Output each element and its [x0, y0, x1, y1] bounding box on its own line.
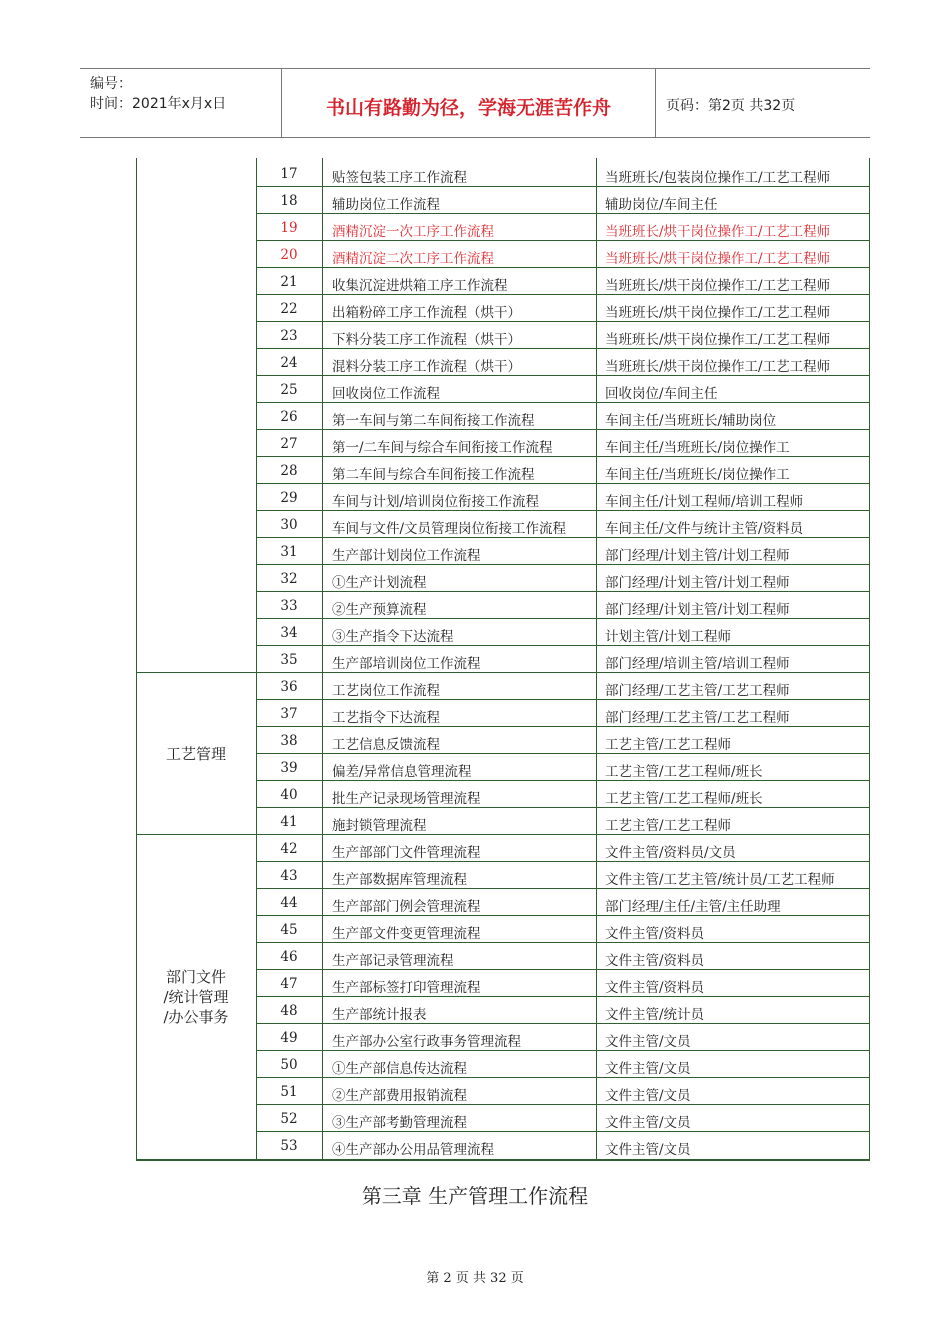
responsible-roles: 当班班长/烘干岗位操作工/工艺工程师 [605, 332, 831, 348]
workflow-name: 生产部数据库管理流程 [332, 872, 467, 888]
responsible-roles: 回收岗位/车间主任 [605, 386, 718, 402]
row-number: 22 [280, 301, 298, 317]
responsible-roles: 文件主管/资料员 [605, 953, 705, 969]
workflow-name: ②生产预算流程 [332, 602, 427, 618]
workflow-name: 生产部统计报表 [332, 1007, 427, 1023]
responsible-roles: 部门经理/计划主管/计划工程师 [605, 575, 790, 591]
workflow-name: 生产部办公室行政事务管理流程 [332, 1034, 521, 1050]
row-number: 42 [280, 841, 298, 857]
row-number: 53 [280, 1138, 298, 1154]
page-header [80, 68, 870, 138]
responsible-roles: 车间主任/计划工程师/培训工程师 [605, 494, 804, 510]
row-number: 40 [280, 787, 298, 803]
row-number: 38 [280, 733, 298, 749]
motto: 书山有路勤为径，学海无涯苦作舟 [325, 97, 611, 119]
workflow-name: 偏差/异常信息管理流程 [332, 764, 472, 780]
workflow-name: ③生产部考勤管理流程 [332, 1115, 467, 1131]
workflow-name: 批生产记录现场管理流程 [332, 791, 481, 807]
row-number: 33 [280, 598, 298, 614]
responsible-roles: 当班班长/烘干岗位操作工/工艺工程师 [605, 305, 831, 321]
row-number: 44 [280, 895, 298, 911]
row-number: 20 [280, 247, 298, 263]
workflow-name: 辅助岗位工作流程 [332, 197, 440, 213]
workflow-name: ④生产部办公用品管理流程 [332, 1142, 494, 1158]
row-number: 31 [280, 544, 298, 560]
category-cell [136, 673, 256, 835]
row-number: 39 [280, 760, 298, 776]
workflow-name: 第一/二车间与综合车间衔接工作流程 [332, 440, 553, 456]
category-cell [136, 160, 256, 673]
workflow-name: 施封锁管理流程 [332, 818, 427, 834]
responsible-roles: 工艺主管/工艺工程师 [605, 818, 732, 834]
responsible-roles: 车间主任/当班班长/岗位操作工 [605, 467, 790, 483]
row-number: 46 [280, 949, 298, 965]
responsible-roles: 当班班长/烘干岗位操作工/工艺工程师 [605, 251, 831, 267]
workflow-name: 生产部部门例会管理流程 [332, 899, 481, 915]
responsible-roles: 部门经理/主任/主管/主任助理 [605, 899, 781, 915]
responsible-roles: 文件主管/文员 [605, 1142, 691, 1158]
row-number: 47 [280, 976, 298, 992]
responsible-roles: 车间主任/当班班长/岗位操作工 [605, 440, 790, 456]
workflow-name: 混料分装工序工作流程（烘干） [332, 359, 521, 375]
workflow-name: 出箱粉碎工序工作流程（烘干） [332, 305, 521, 321]
workflow-name: 第二车间与综合车间衔接工作流程 [332, 467, 535, 483]
chapter-title: 第三章 生产管理工作流程 [361, 1184, 589, 1208]
row-number: 43 [280, 868, 298, 884]
row-number: 41 [280, 814, 298, 830]
page-info: 页码：第2页 共32页 [666, 98, 796, 114]
row-number: 32 [280, 571, 298, 587]
header-motto-cell [282, 69, 656, 137]
row-number: 45 [280, 922, 298, 938]
workflow-name: 工艺岗位工作流程 [332, 683, 440, 699]
responsible-roles: 文件主管/文员 [605, 1088, 691, 1104]
workflow-name: 生产部文件变更管理流程 [332, 926, 481, 942]
workflow-name: ①生产部信息传达流程 [332, 1061, 467, 1077]
workflow-name: 生产部记录管理流程 [332, 953, 454, 969]
responsible-roles: 文件主管/统计员 [605, 1007, 705, 1023]
time-label: 时间：2021年x月x日 [90, 96, 227, 112]
row-number: 24 [280, 355, 298, 371]
row-number: 18 [280, 193, 298, 209]
responsible-roles: 辅助岗位/车间主任 [605, 197, 718, 213]
category-label: 部门文件 /统计管理 /办公事务 [163, 968, 229, 1026]
row-number: 25 [280, 382, 298, 398]
row-number: 21 [280, 274, 298, 290]
row-number: 36 [280, 679, 298, 695]
responsible-roles: 当班班长/烘干岗位操作工/工艺工程师 [605, 278, 831, 294]
workflow-name: ①生产计划流程 [332, 575, 427, 591]
workflow-name: 酒精沉淀二次工序工作流程 [332, 251, 494, 267]
workflow-name: 车间与计划/培训岗位衔接工作流程 [332, 494, 540, 510]
row-number: 52 [280, 1111, 298, 1127]
workflow-name: 车间与文件/文员管理岗位衔接工作流程 [332, 521, 567, 537]
row-number: 29 [280, 490, 298, 506]
row-number: 35 [280, 652, 298, 668]
row-number: 37 [280, 706, 298, 722]
workflow-name: 工艺指令下达流程 [332, 710, 440, 726]
workflow-name: 生产部标签打印管理流程 [332, 980, 481, 996]
responsible-roles: 文件主管/文员 [605, 1034, 691, 1050]
row-number: 34 [280, 625, 298, 641]
workflow-name: ②生产部费用报销流程 [332, 1088, 467, 1104]
responsible-roles: 文件主管/文员 [605, 1115, 691, 1131]
workflow-name: 收集沉淀进烘箱工序工作流程 [332, 278, 508, 294]
workflow-name: 生产部计划岗位工作流程 [332, 548, 481, 564]
responsible-roles: 文件主管/资料员 [605, 980, 705, 996]
table-border-bottom [136, 1159, 870, 1161]
workflow-name: 下料分装工序工作流程（烘干） [332, 332, 521, 348]
row-number: 23 [280, 328, 298, 344]
row-number: 19 [280, 220, 298, 236]
row-number: 17 [280, 166, 298, 182]
workflow-name: 第一车间与第二车间衔接工作流程 [332, 413, 535, 429]
responsible-roles: 文件主管/工艺主管/统计员/工艺工程师 [605, 872, 835, 888]
responsible-roles: 当班班长/包装岗位操作工/工艺工程师 [605, 170, 831, 186]
workflow-name: 回收岗位工作流程 [332, 386, 440, 402]
page-footer: 第 2 页 共 32 页 [426, 1271, 524, 1286]
workflow-table [136, 158, 870, 1163]
responsible-roles: 部门经理/计划主管/计划工程师 [605, 548, 790, 564]
row-number: 30 [280, 517, 298, 533]
workflow-name: 酒精沉淀一次工序工作流程 [332, 224, 494, 240]
responsible-roles: 当班班长/烘干岗位操作工/工艺工程师 [605, 224, 831, 240]
row-number: 50 [280, 1057, 298, 1073]
responsible-roles: 文件主管/资料员/文员 [605, 845, 736, 861]
category-cell [136, 835, 256, 1159]
workflow-name: 工艺信息反馈流程 [332, 737, 440, 753]
workflow-name: 生产部部门文件管理流程 [332, 845, 481, 861]
row-number: 28 [280, 463, 298, 479]
responsible-roles: 部门经理/培训主管/培训工程师 [605, 656, 790, 672]
responsible-roles: 计划主管/计划工程师 [605, 629, 732, 645]
workflow-name: ③生产指令下达流程 [332, 629, 454, 645]
responsible-roles: 部门经理/计划主管/计划工程师 [605, 602, 790, 618]
responsible-roles: 车间主任/当班班长/辅助岗位 [605, 413, 777, 429]
responsible-roles: 部门经理/工艺主管/工艺工程师 [605, 683, 790, 699]
responsible-roles: 文件主管/资料员 [605, 926, 705, 942]
workflow-name: 生产部培训岗位工作流程 [332, 656, 481, 672]
row-number: 26 [280, 409, 298, 425]
workflow-name: 贴签包装工序工作流程 [332, 170, 467, 186]
responsible-roles: 部门经理/工艺主管/工艺工程师 [605, 710, 790, 726]
category-label: 工艺管理 [165, 745, 226, 763]
header-page-cell [656, 69, 870, 137]
row-number: 27 [280, 436, 298, 452]
responsible-roles: 工艺主管/工艺工程师/班长 [605, 791, 763, 807]
code-label: 编号： [90, 76, 132, 92]
responsible-roles: 工艺主管/工艺工程师/班长 [605, 764, 763, 780]
row-number: 49 [280, 1030, 298, 1046]
responsible-roles: 车间主任/文件与统计主管/资料员 [605, 521, 804, 537]
responsible-roles: 工艺主管/工艺工程师 [605, 737, 732, 753]
header-meta [80, 69, 282, 137]
responsible-roles: 当班班长/烘干岗位操作工/工艺工程师 [605, 359, 831, 375]
responsible-roles: 文件主管/文员 [605, 1061, 691, 1077]
row-number: 51 [280, 1084, 298, 1100]
row-number: 48 [280, 1003, 298, 1019]
